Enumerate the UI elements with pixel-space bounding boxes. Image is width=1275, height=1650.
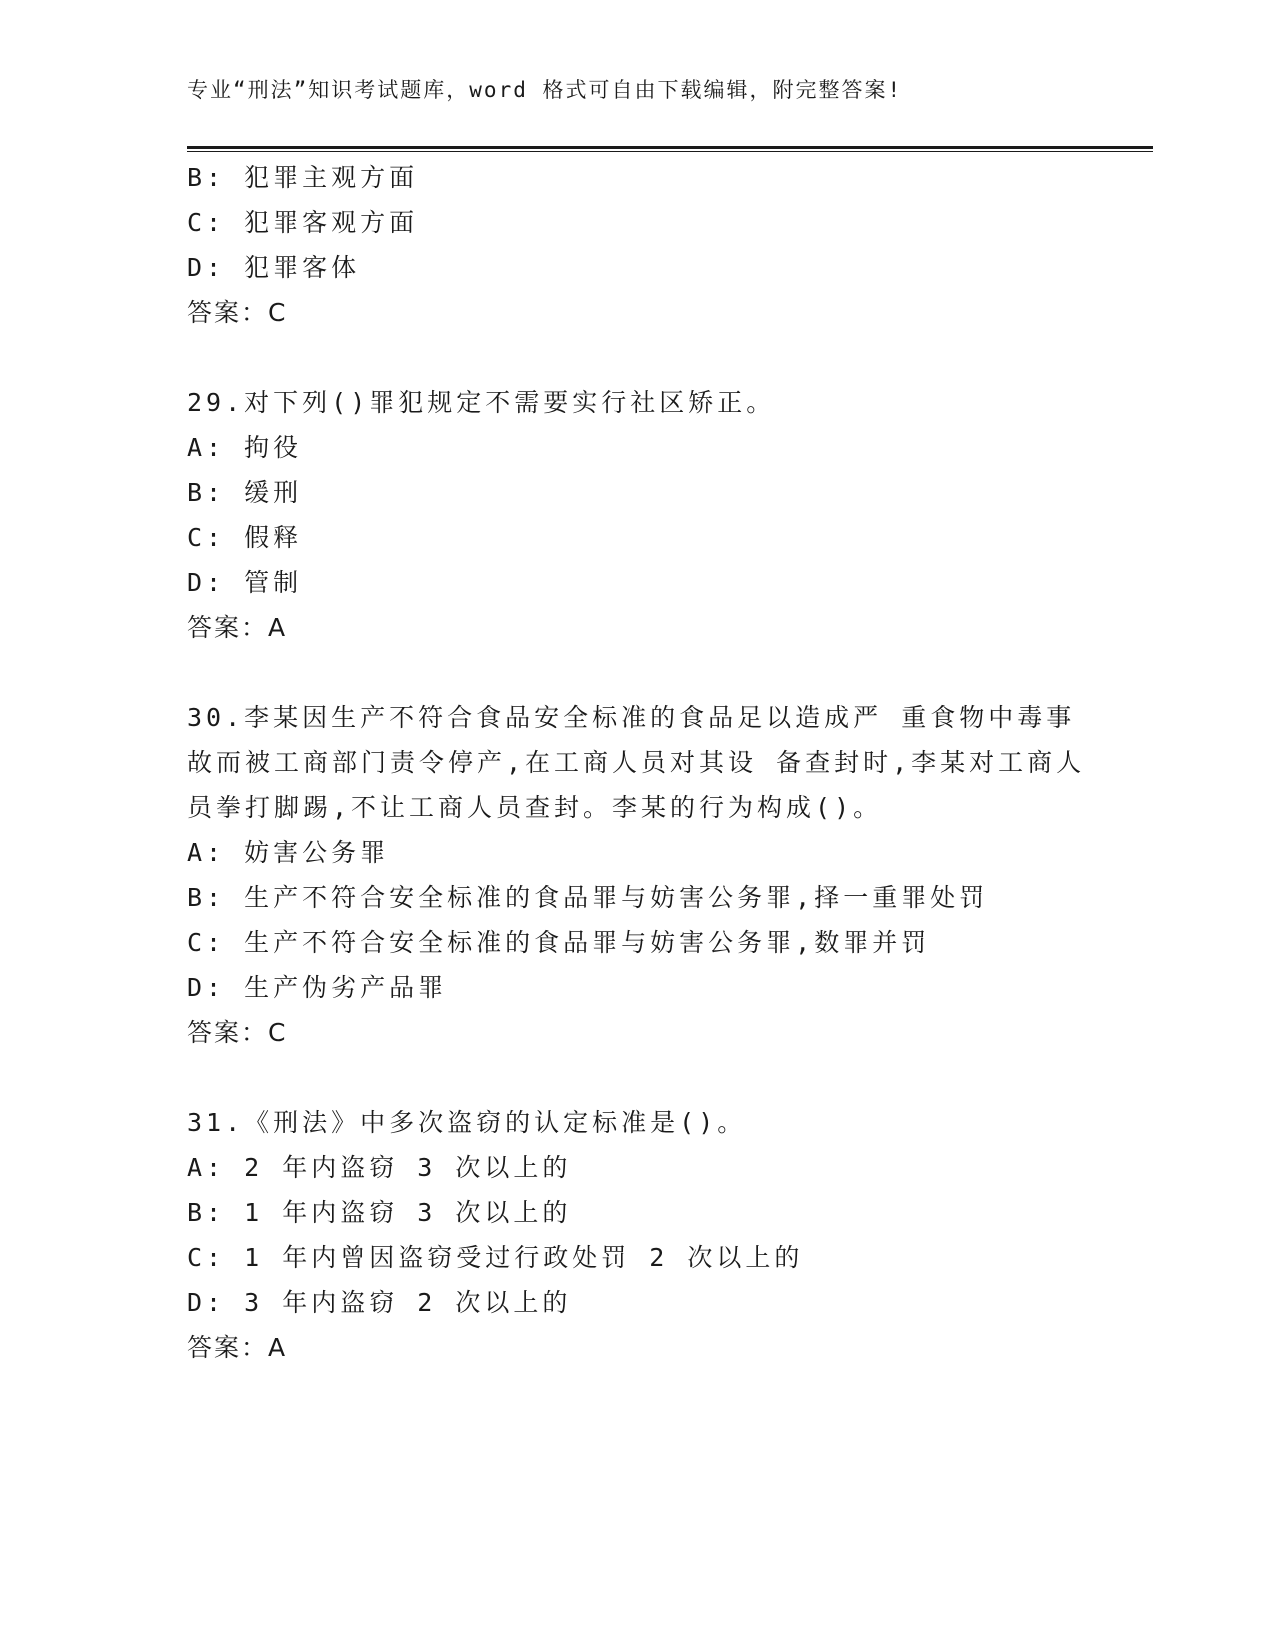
question-stem-line-3: 员拳打脚踢,不让工商人员查封。李某的行为构成()。 [187, 793, 883, 822]
header-rule-thin [187, 151, 1153, 152]
option-d: D: 生产伪劣产品罪 [187, 973, 448, 1002]
answer: 答案：A [187, 613, 288, 642]
option-b: B: 缓刑 [187, 478, 303, 507]
header-text: 专业“刑法”知识考试题库，word 格式可自由下载编辑，附完整答案! [187, 78, 903, 102]
option-d: D: 3 年内盗窃 2 次以上的 [187, 1288, 572, 1317]
header-rule-thick [187, 146, 1153, 149]
option-b: B: 犯罪主观方面 [187, 163, 419, 192]
option-d: D: 管制 [187, 568, 303, 597]
option-c: C: 生产不符合安全标准的食品罪与妨害公务罪,数罪并罚 [187, 928, 931, 957]
question-stem: 29.对下列()罪犯规定不需要实行社区矫正。 [187, 388, 776, 417]
option-a: A: 2 年内盗窃 3 次以上的 [187, 1153, 572, 1182]
option-c: C: 假释 [187, 523, 303, 552]
question-stem-line-2: 故而被工商部门责令停产,在工商人员对其设 备查封时,李某对工商人 [187, 748, 1086, 777]
option-a: A: 妨害公务罪 [187, 838, 390, 867]
option-c: C: 1 年内曾因盗窃受过行政处罚 2 次以上的 [187, 1243, 804, 1272]
answer: 答案：A [187, 1333, 288, 1362]
option-b: B: 1 年内盗窃 3 次以上的 [187, 1198, 572, 1227]
answer: 答案：C [187, 1018, 288, 1047]
question-stem: 31.《刑法》中多次盗窃的认定标准是()。 [187, 1108, 747, 1137]
option-a: A: 拘役 [187, 433, 303, 462]
option-d: D: 犯罪客体 [187, 253, 361, 282]
answer: 答案：C [187, 298, 288, 327]
option-b: B: 生产不符合安全标准的食品罪与妨害公务罪,择一重罪处罚 [187, 883, 989, 912]
question-stem-line-1: 30.李某因生产不符合食品安全标准的食品足以造成严 重食物中毒事 [187, 703, 1076, 732]
option-c: C: 犯罪客观方面 [187, 208, 419, 237]
